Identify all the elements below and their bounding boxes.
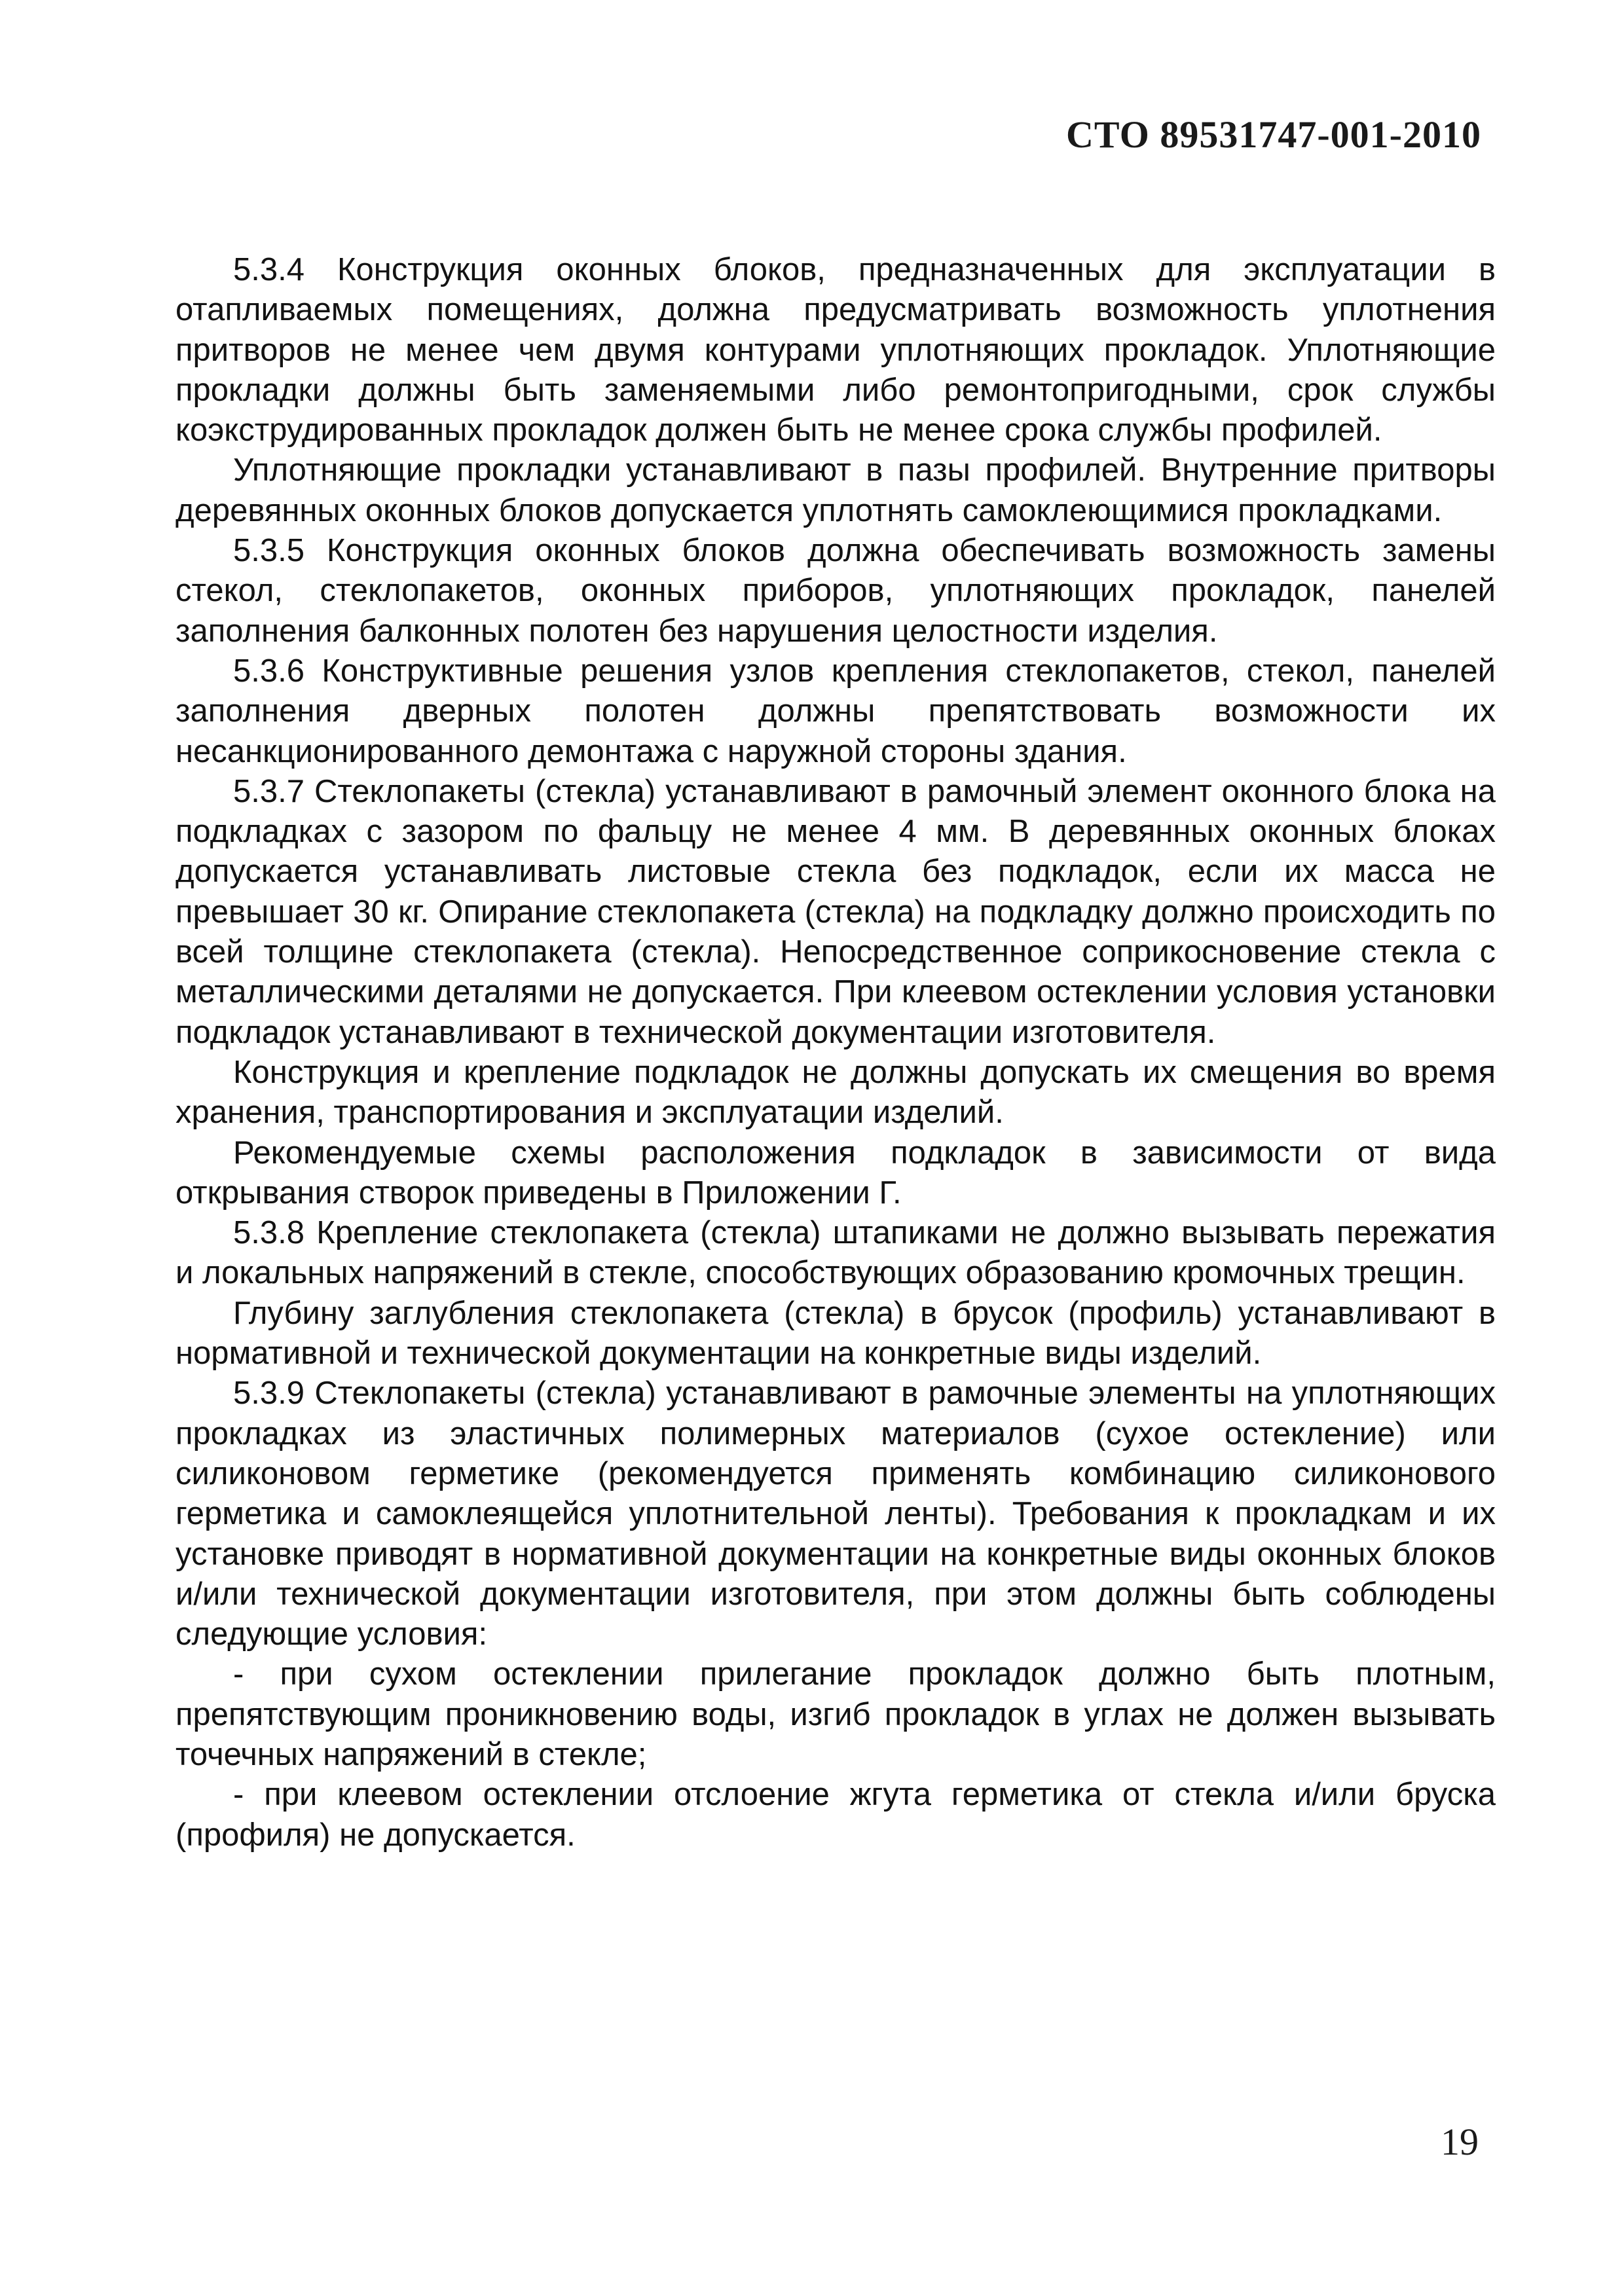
paragraph-pads-schemes: Рекомендуемые схемы расположения подкладок в зависимости от вида открывания створок приведены в Приложении Г. [175,1135,1496,1211]
paragraph-5-3-8: 5.3.8 Крепление стеклопакета (стекла) штапиками не должно вызывать пережатия и локальных напряжений в стекле, способствующих образованию кромочных трещин. [175,1215,1496,1291]
document-code-header: СТО 89531747-001-2010 [1065,113,1481,156]
paragraph-gaskets-grooves: Уплотняющие прокладки устанавливают в пазы профилей. Внутренние притворы деревянных оконных блоков допускается уплотнять самоклеющимися прокладками. [175,452,1496,528]
paragraph-pads-fixing: Конструкция и крепление подкладок не должны допускать их смещения во время хранения, транспортирования и эксплуатации изделий. [175,1054,1496,1131]
paragraph-5-3-7: 5.3.7 Стеклопакеты (стекла) устанавливают в рамочный элемент оконного блока на подкладках с зазором по фальцу не менее 4 мм. В деревянных оконных блоках допускается устанавливать листовые стекла без подкладок, если их масса не превышает 30 кг. Опирание стеклопакета (стекла) на подкладку должно происходить по всей толщине стеклопакета (стекла). Непосредственное соприкосновение стекла с металлическими деталями не допускается. При клеевом остеклении условия установки подкладок устанавливают в технической документации изготовителя. [175,773,1496,1050]
paragraph-5-3-4: 5.3.4 Конструкция оконных блоков, предназначенных для эксплуатации в отапливаемых помещениях, должна предусматривать возможность уплотнения притворов не менее чем двумя контурами уплотняющих прокладок. Уплотняющие прокладки должны быть заменяемыми либо ремонтопригодными, срок службы коэкструдированных прокладок должен быть не менее срока службы профилей. [175,252,1496,448]
list-item-dry-glazing: - при сухом остеклении прилегание прокладок должно быть плотным, препятствующим проникновению воды, изгиб прокладок в углах не должен вызывать точечных напряжений в стекле; [175,1656,1496,1772]
page-number: 19 [1441,2121,1479,2163]
paragraph-5-3-6: 5.3.6 Конструктивные решения узлов крепления стеклопакетов, стекол, панелей заполнения дверных полотен должны препятствовать возможности их несанкционированного демонтажа с наружной стороны здания. [175,653,1496,769]
document-body [175,250,1496,1855]
paragraph-5-3-5: 5.3.5 Конструкция оконных блоков должна обеспечивать возможность замены стекол, стеклопакетов, оконных приборов, уплотняющих прокладок, панелей заполнения балконных полотен без нарушения целостности изделия. [175,533,1496,649]
paragraph-5-3-9: 5.3.9 Стеклопакеты (стекла) устанавливают в рамочные элементы на уплотняющих прокладках из эластичных полимерных материалов (сухое остекление) или силиконовом герметике (рекомендуется применять комбинацию силиконового герметика и самоклеящейся уплотнительной ленты). Требования к прокладкам и их установке приводят в нормативной документации на конкретные виды оконных блоков и/или технической документации изготовителя, при этом должны быть соблюдены следующие условия: [175,1376,1496,1652]
list-item-adhesive-glazing: - при клеевом остеклении отслоение жгута герметика от стекла и/или бруска (профиля) не допускается. [175,1777,1496,1853]
paragraph-depth: Глубину заглубления стеклопакета (стекла) в брусок (профиль) устанавливают в нормативной и технической документации на конкретные виды изделий. [175,1295,1496,1372]
